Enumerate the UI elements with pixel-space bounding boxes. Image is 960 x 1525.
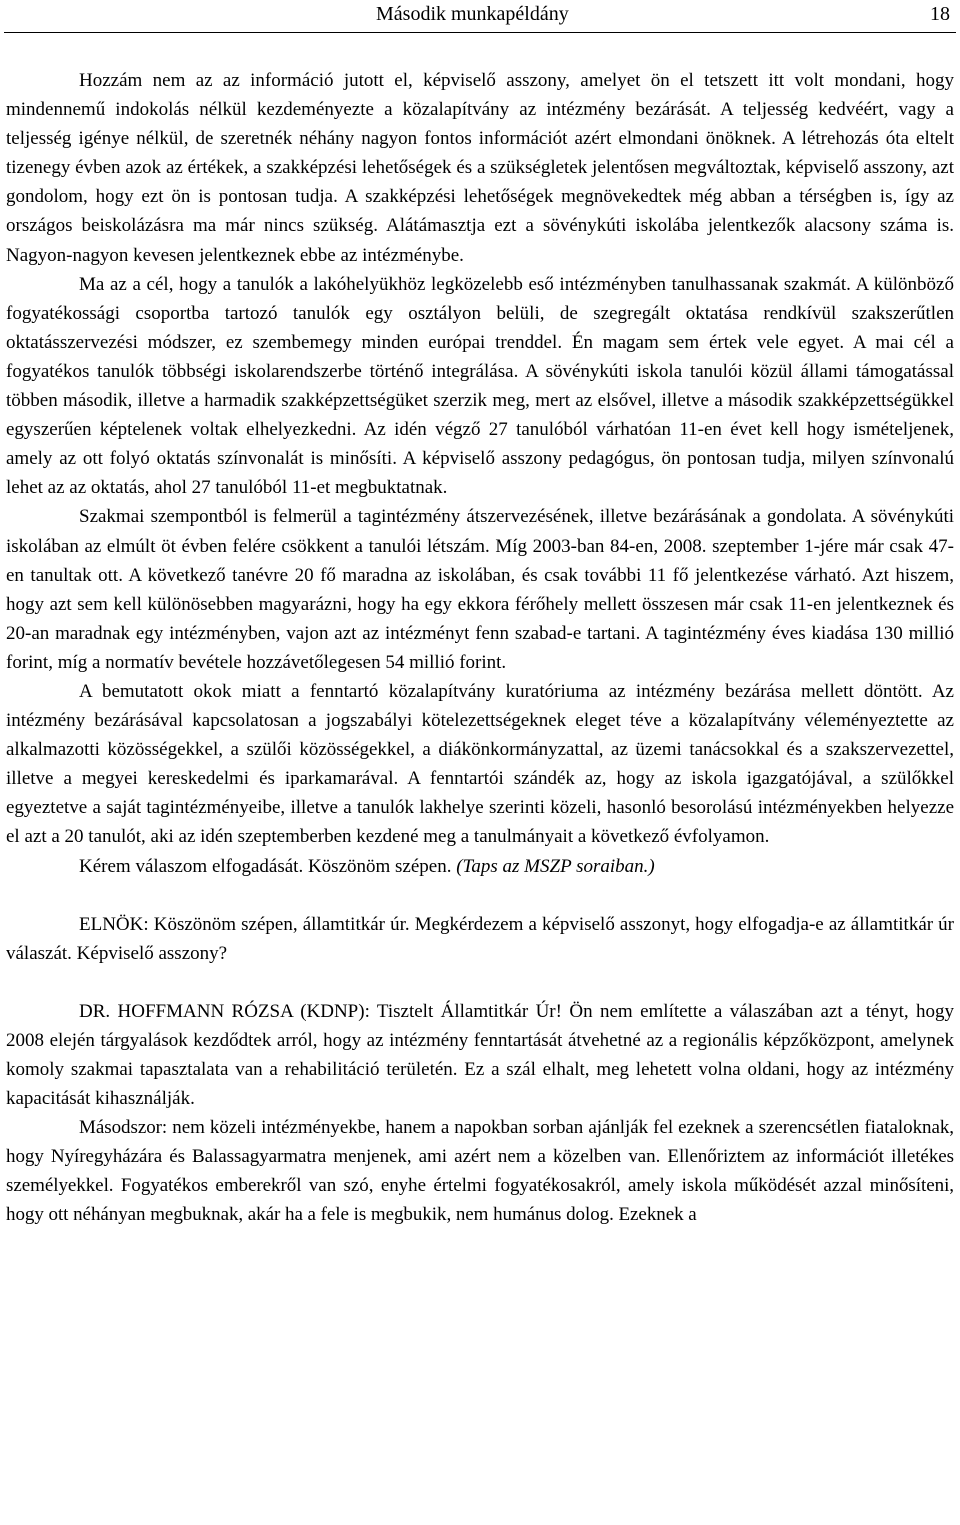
paragraph-speaker-hoffmann: DR. HOFFMANN RÓZSA (KDNP): Tisztelt Államtitkár Úr! Ön nem említette a válaszában azt a tényt, hogy 2008 elején tárgyalások kezdődtek arról, hogy az intézmény fenntartását átvehetné az a regionális képzőközpont, amelynek komoly szakmai tapasztalata van a rehabilitáció területén. Ez a szál elhalt, meg lehetett volna oldani, hogy az intézmény kapacitását kihasználják. — [6, 1000, 954, 1110]
paragraph: Hozzám nem az az információ jutott el, képviselő asszony, amelyet ön el tetszett itt volt mondani, hogy mindennemű indokolás nélkül kezdeményezte a közalapítvány az intézmény bezárását. A teljesség kedvéért, vagy a teljesség igénye nélkül, de szeretnék néhány nagyon fontos információt azért elmondani önöknek. A létrehozás óta eltelt tizenegy évben azok az értékek, a szakképzési lehetőségek és a szükségletek jelentősen megváltoztak, képviselő asszony, azt gondolom, hogy ezt ön is pontosan tudja. A szakképzési lehetőségek megnövekedtek még abban a térségben is, így az országos beiskolázásra ma már nincs szükség. Alátámasztja ezt a sövénykúti iskolába jelentkezők alacsony száma is. Nagyon-nagyon kevesen jelentkeznek ebbe az intézménybe. — [6, 70, 954, 266]
paragraph: Ma az a cél, hogy a tanulók a lakóhelyükhöz legközelebb eső intézményben tanulhassanak szakmát. A különböző fogyatékossági csoportba tartozó tanulók egy osztályon belüli, de szegregált oktatása rendkívül szakszerűtlen oktatásszervezési módszer, ez szembemegy minden európai trenddel. Én magam sem értek vele egyet. A mai cél a fogyatékos tanulók többségi iskolarendszerbe történő integrálása. A sövénykúti iskola tanulói közül állami támogatással többen második, illetve a harmadik szakképzettségüket szerzik meg, mert az elsővel, illetve a második szakképzettségükkel egyszerűen képtelenek voltak elhelyezkedni. Az idén végző 27 tanulóból várhatóan 11-en évet kell hogy ismételjenek, amely az ott folyó oktatás színvonalát is minősíti. A képviselő asszony pedagógus, ön pontosan tudja, milyen színvonalú lehet az az oktatás, ahol 27 tanulóból 11-et megbuktatnak. — [6, 273, 954, 499]
page-body — [6, 66, 954, 1230]
paragraph-closing — [6, 852, 954, 881]
page-number: 18 — [930, 3, 950, 25]
paragraph-speaker-elnok: ELNÖK: Köszönöm szépen, államtitkár úr. Megkérdezem a képviselő asszonyt, hogy elfogadja-e az államtitkár úr válaszát. Képviselő asszony? — [6, 913, 954, 964]
paragraph: A bemutatott okok miatt a fenntartó közalapítvány kuratóriuma az intézmény bezárása mellett döntött. Az intézmény bezárásával kapcsolatosan a jogszabályi kötelezettségeknek eleget téve a közalapítvány véleményeztette az alkalmazotti közösségekkel, a szülői közösségekkel, a diákönkormányzattal, az üzemi tanácsokkal és a szakszervezettel, illetve a megyei kereskedelmi és iparkamarával. A fenntartói szándék az, hogy az iskola igazgatójával, a szülőkkel egyeztetve a saját tagintézményeibe, illetve a tanulók lakhelye szerinti közeli, hasonló besorolású intézményekben helyezze el azt a 20 tanulót, aki az idén szeptemberben kezdené meg a tanulmányait a következő évfolyamon. — [6, 680, 954, 848]
stage-note: (Taps az MSZP soraiban.) — [456, 855, 655, 877]
paragraph: Szakmai szempontból is felmerül a tagintézmény átszervezésének, illetve bezárásának a gondolata. A sövénykúti iskolában az elmúlt öt évben felére csökkent a tanulói létszám. Míg 2003-ban 84-en, 2008. szeptember 1-jére már csak 47-en tanultak ott. A következő tanévre 20 fő maradna az iskolában, és csak további 11 fő jelentkezése várható. Azt hiszem, hogy azt sem kell különösebben magyarázni, hogy ha egy ekkora férőhely mellett összesen már csak 11-en jelentkeznek és 20-an maradnak egy intézményben, vajon azt az intézményt fenn szabad-e tartani. A tagintézmény éves kiadása 130 millió forint, míg a normatív bevétele hozzávetőlegesen 54 millió forint. — [6, 506, 954, 673]
paragraph-closing-text: Kérem válaszom elfogadását. Köszönöm szépen. — [79, 855, 452, 877]
page-header — [4, 0, 956, 33]
header-title: Második munkapéldány — [376, 3, 569, 25]
paragraph: Másodszor: nem közeli intézményekbe, hanem a napokban sorban ajánlják fel ezeknek a szerencsétlen fiataloknak, hogy Nyíregyházára és Balassagyarmatra menjenek, ami azért nem a közelben van. Ellenőriztem az információt illetékes személyekkel. Fogyatékos emberekről van szó, enyhe értelmi fogyatékosakról, amely iskola működését azzal minősíteni, hogy ott néhányan megbuknak, akár ha a fele is megbukik, nem humánus dolog. Ezeknek a — [6, 1117, 954, 1226]
